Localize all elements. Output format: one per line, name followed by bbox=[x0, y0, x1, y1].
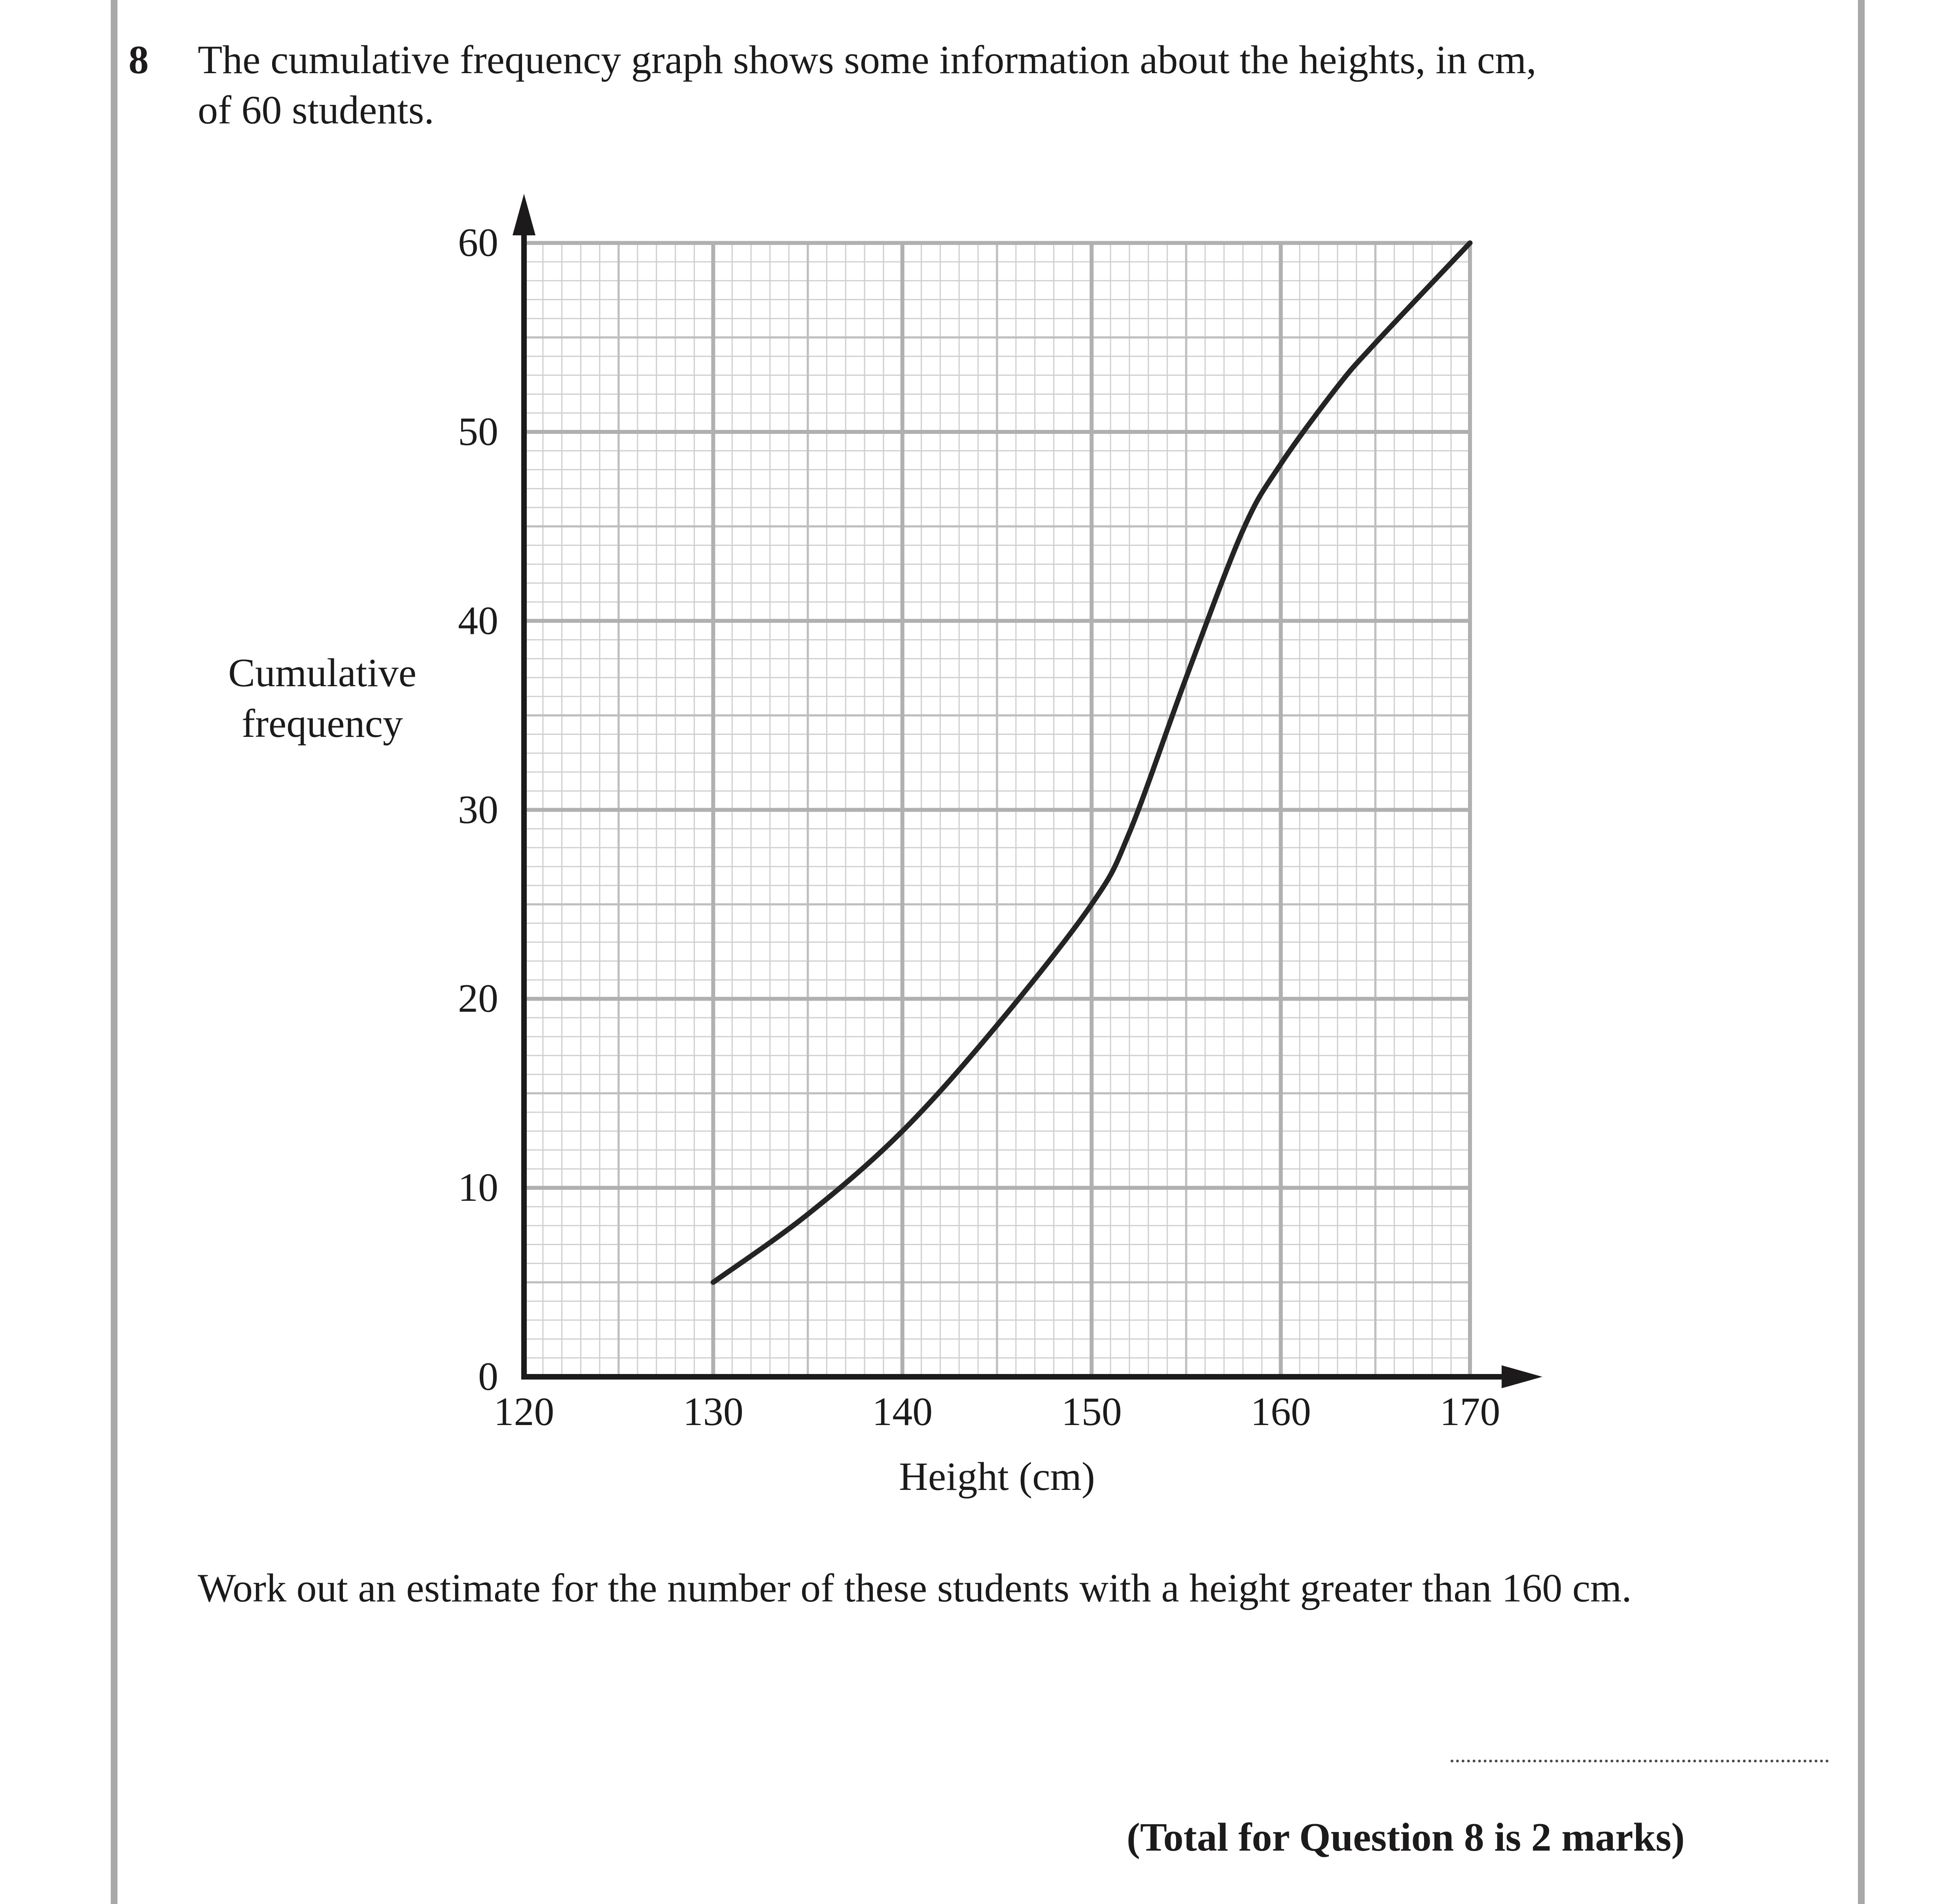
y-axis-title bbox=[186, 648, 459, 749]
y-tick-label-30: 30 bbox=[458, 787, 498, 832]
y-tick-label-50: 50 bbox=[458, 409, 498, 454]
x-tick-label-150: 150 bbox=[1061, 1389, 1122, 1434]
page-right-margin-rule bbox=[1858, 0, 1865, 1904]
question-text-line-1: The cumulative frequency graph shows some information about the heights, in cm, bbox=[198, 38, 1536, 82]
y-tick-label-20: 20 bbox=[458, 976, 498, 1021]
x-tick-label-170: 170 bbox=[1440, 1389, 1500, 1434]
y-tick-label-40: 40 bbox=[458, 598, 498, 643]
y-tick-label-60: 60 bbox=[458, 220, 498, 265]
question-text-line-2: of 60 students. bbox=[198, 88, 434, 132]
x-axis-arrowhead-icon bbox=[1502, 1365, 1542, 1388]
y-tick-label-0: 0 bbox=[478, 1354, 498, 1399]
y-tick-label-10: 10 bbox=[458, 1165, 498, 1210]
question-number: 8 bbox=[129, 38, 149, 82]
x-tick-label-120: 120 bbox=[494, 1389, 554, 1434]
x-tick-label-160: 160 bbox=[1250, 1389, 1311, 1434]
y-axis-title-line-1: Cumulative bbox=[228, 651, 416, 695]
cumulative-frequency-chart bbox=[475, 166, 1562, 1455]
question-text bbox=[198, 35, 1621, 135]
x-axis-title: Height (cm) bbox=[899, 1454, 1095, 1499]
answer-dotted-line[interactable] bbox=[1451, 1760, 1829, 1762]
total-marks-note: (Total for Question 8 is 2 marks) bbox=[1126, 1815, 1685, 1860]
page-left-margin-rule bbox=[111, 0, 117, 1904]
x-tick-label-140: 140 bbox=[872, 1389, 933, 1434]
y-axis-arrowhead-icon bbox=[513, 194, 535, 235]
question-prompt: Work out an estimate for the number of these students with a height greater than 160 cm. bbox=[198, 1566, 1632, 1611]
y-axis-title-line-2: frequency bbox=[242, 701, 403, 746]
x-tick-label-130: 130 bbox=[683, 1389, 743, 1434]
